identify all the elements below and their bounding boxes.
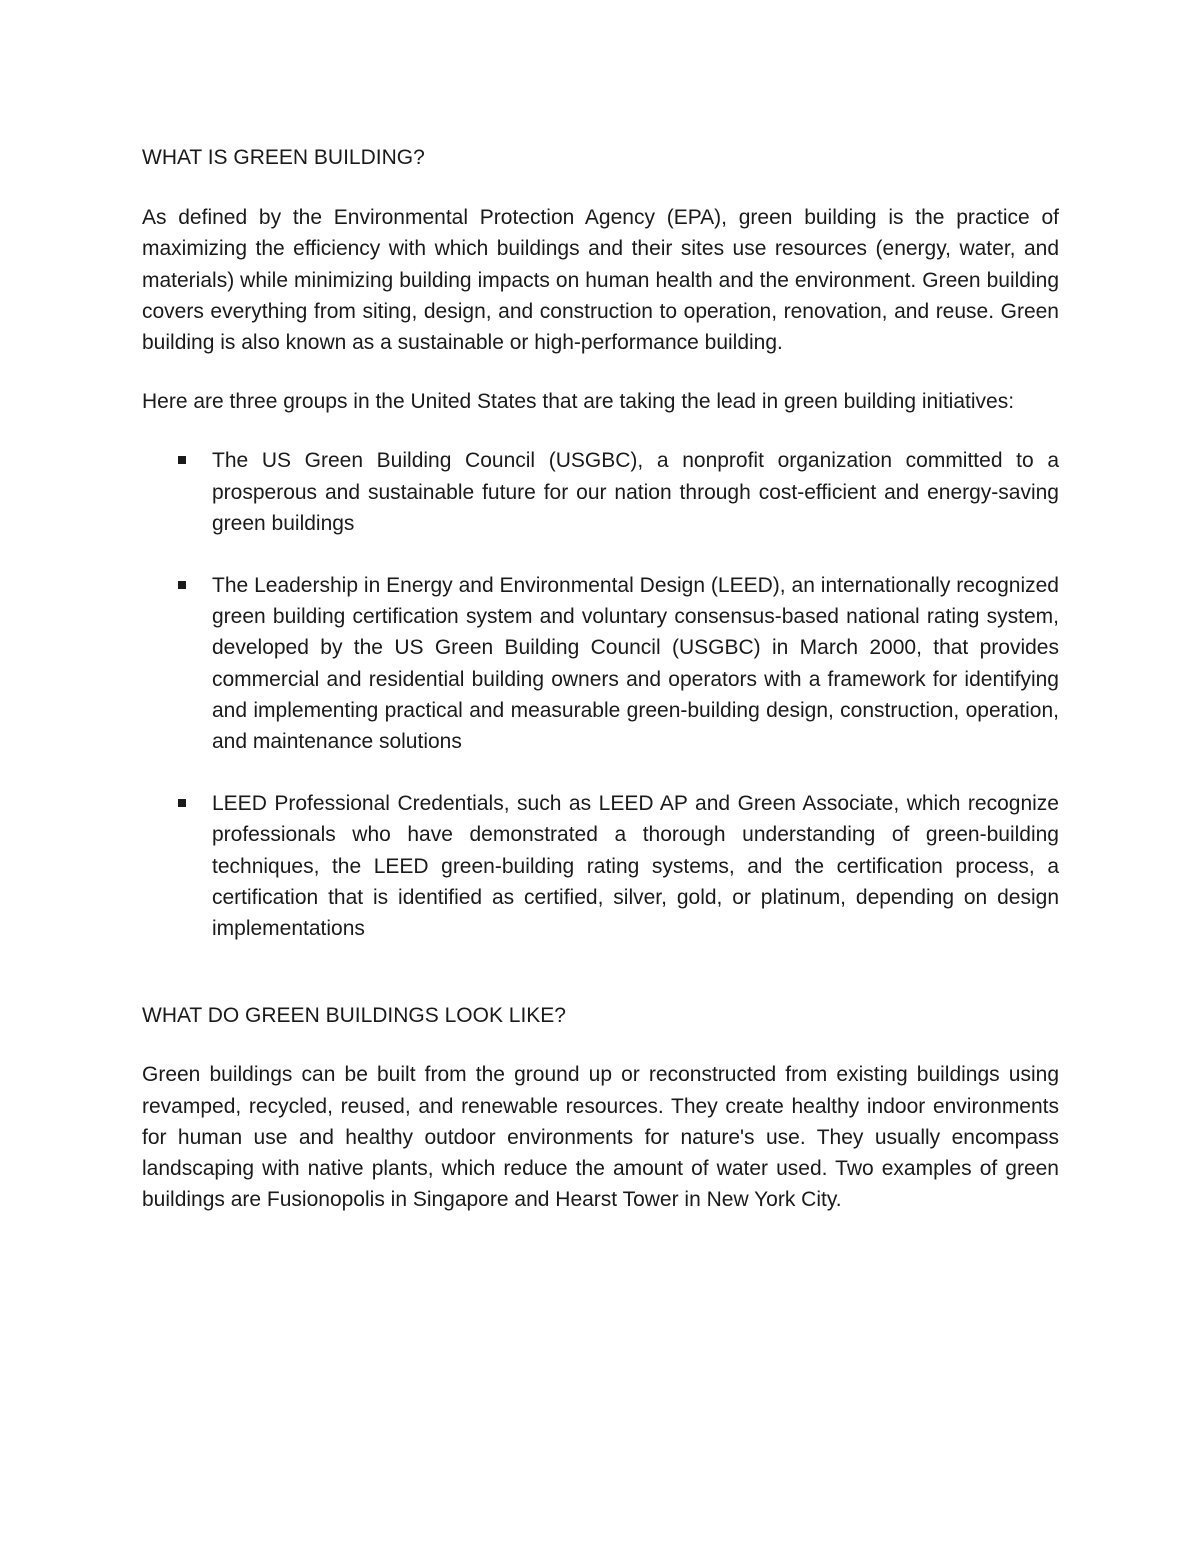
spacer (142, 944, 1059, 1000)
section-heading-what-do-green-buildings-look-like: WHAT DO GREEN BUILDINGS LOOK LIKE? (142, 1004, 566, 1028)
spacer (142, 539, 1059, 570)
list-item (142, 570, 1059, 757)
square-bullet-icon (178, 581, 186, 589)
square-bullet-icon (178, 799, 186, 807)
green-buildings-description-paragraph: Green buildings can be built from the ground up or reconstructed from existing buildings using revamped, recycled, reused, and renewable resources. They create healthy indoor environments for human use and healthy outdoor environments for nature's use. They usually encompass landscaping with native plants, which reduce the amount of water used. Two examples of green buildings are Fusionopolis in Singapore and Hearst Tower in New York City. (142, 1063, 1059, 1212)
three-groups-intro-paragraph: Here are three groups in the United States that are taking the lead in green building initiatives: (142, 390, 1015, 414)
spacer (142, 417, 1059, 445)
document-body (142, 142, 1059, 1215)
bullet-text-usgbc: The US Green Building Council (USGBC), a nonprofit organization committed to a prosperous and sustainable future for our nation through cost-efficient and energy-saving green buildings (212, 449, 1059, 535)
list-item (142, 445, 1059, 539)
list-item (142, 788, 1059, 944)
bullet-text-leed: The Leadership in Energy and Environmental Design (LEED), an internationally recognized green building certification system and voluntary consensus-based national rating system, developed by the US Green Building Council (USGBC) in March 2000, that provides commercial and residential building owners and operators with a framework for identifying and implementing practical and measurable green-building design, construction, operation, and maintenance solutions (212, 574, 1059, 754)
spacer (142, 1031, 1059, 1059)
square-bullet-icon (178, 456, 186, 464)
groups-bullet-list (142, 445, 1059, 944)
epa-definition-paragraph: As defined by the Environmental Protection Agency (EPA), green building is the practice of maximizing the efficiency with which buildings and their sites use resources (energy, water, and materials) while minimizing building impacts on human health and the environment. Green building covers everything from siting, design, and construction to operation, renovation, and reuse. Green building is also known as a sustainable or high-performance building. (142, 206, 1059, 355)
section-heading-what-is-green-building: WHAT IS GREEN BUILDING? (142, 146, 425, 169)
spacer (142, 173, 1059, 202)
spacer (142, 358, 1059, 386)
bullet-text-leed-credentials: LEED Professional Credentials, such as LEED AP and Green Associate, which recognize professionals who have demonstrated a thorough understanding of green-building techniques, the LEED green-building rating systems, and the certification process, a certification that is identified as certified, silver, gold, or platinum, depending on design implementations (212, 792, 1059, 941)
spacer (142, 757, 1059, 788)
